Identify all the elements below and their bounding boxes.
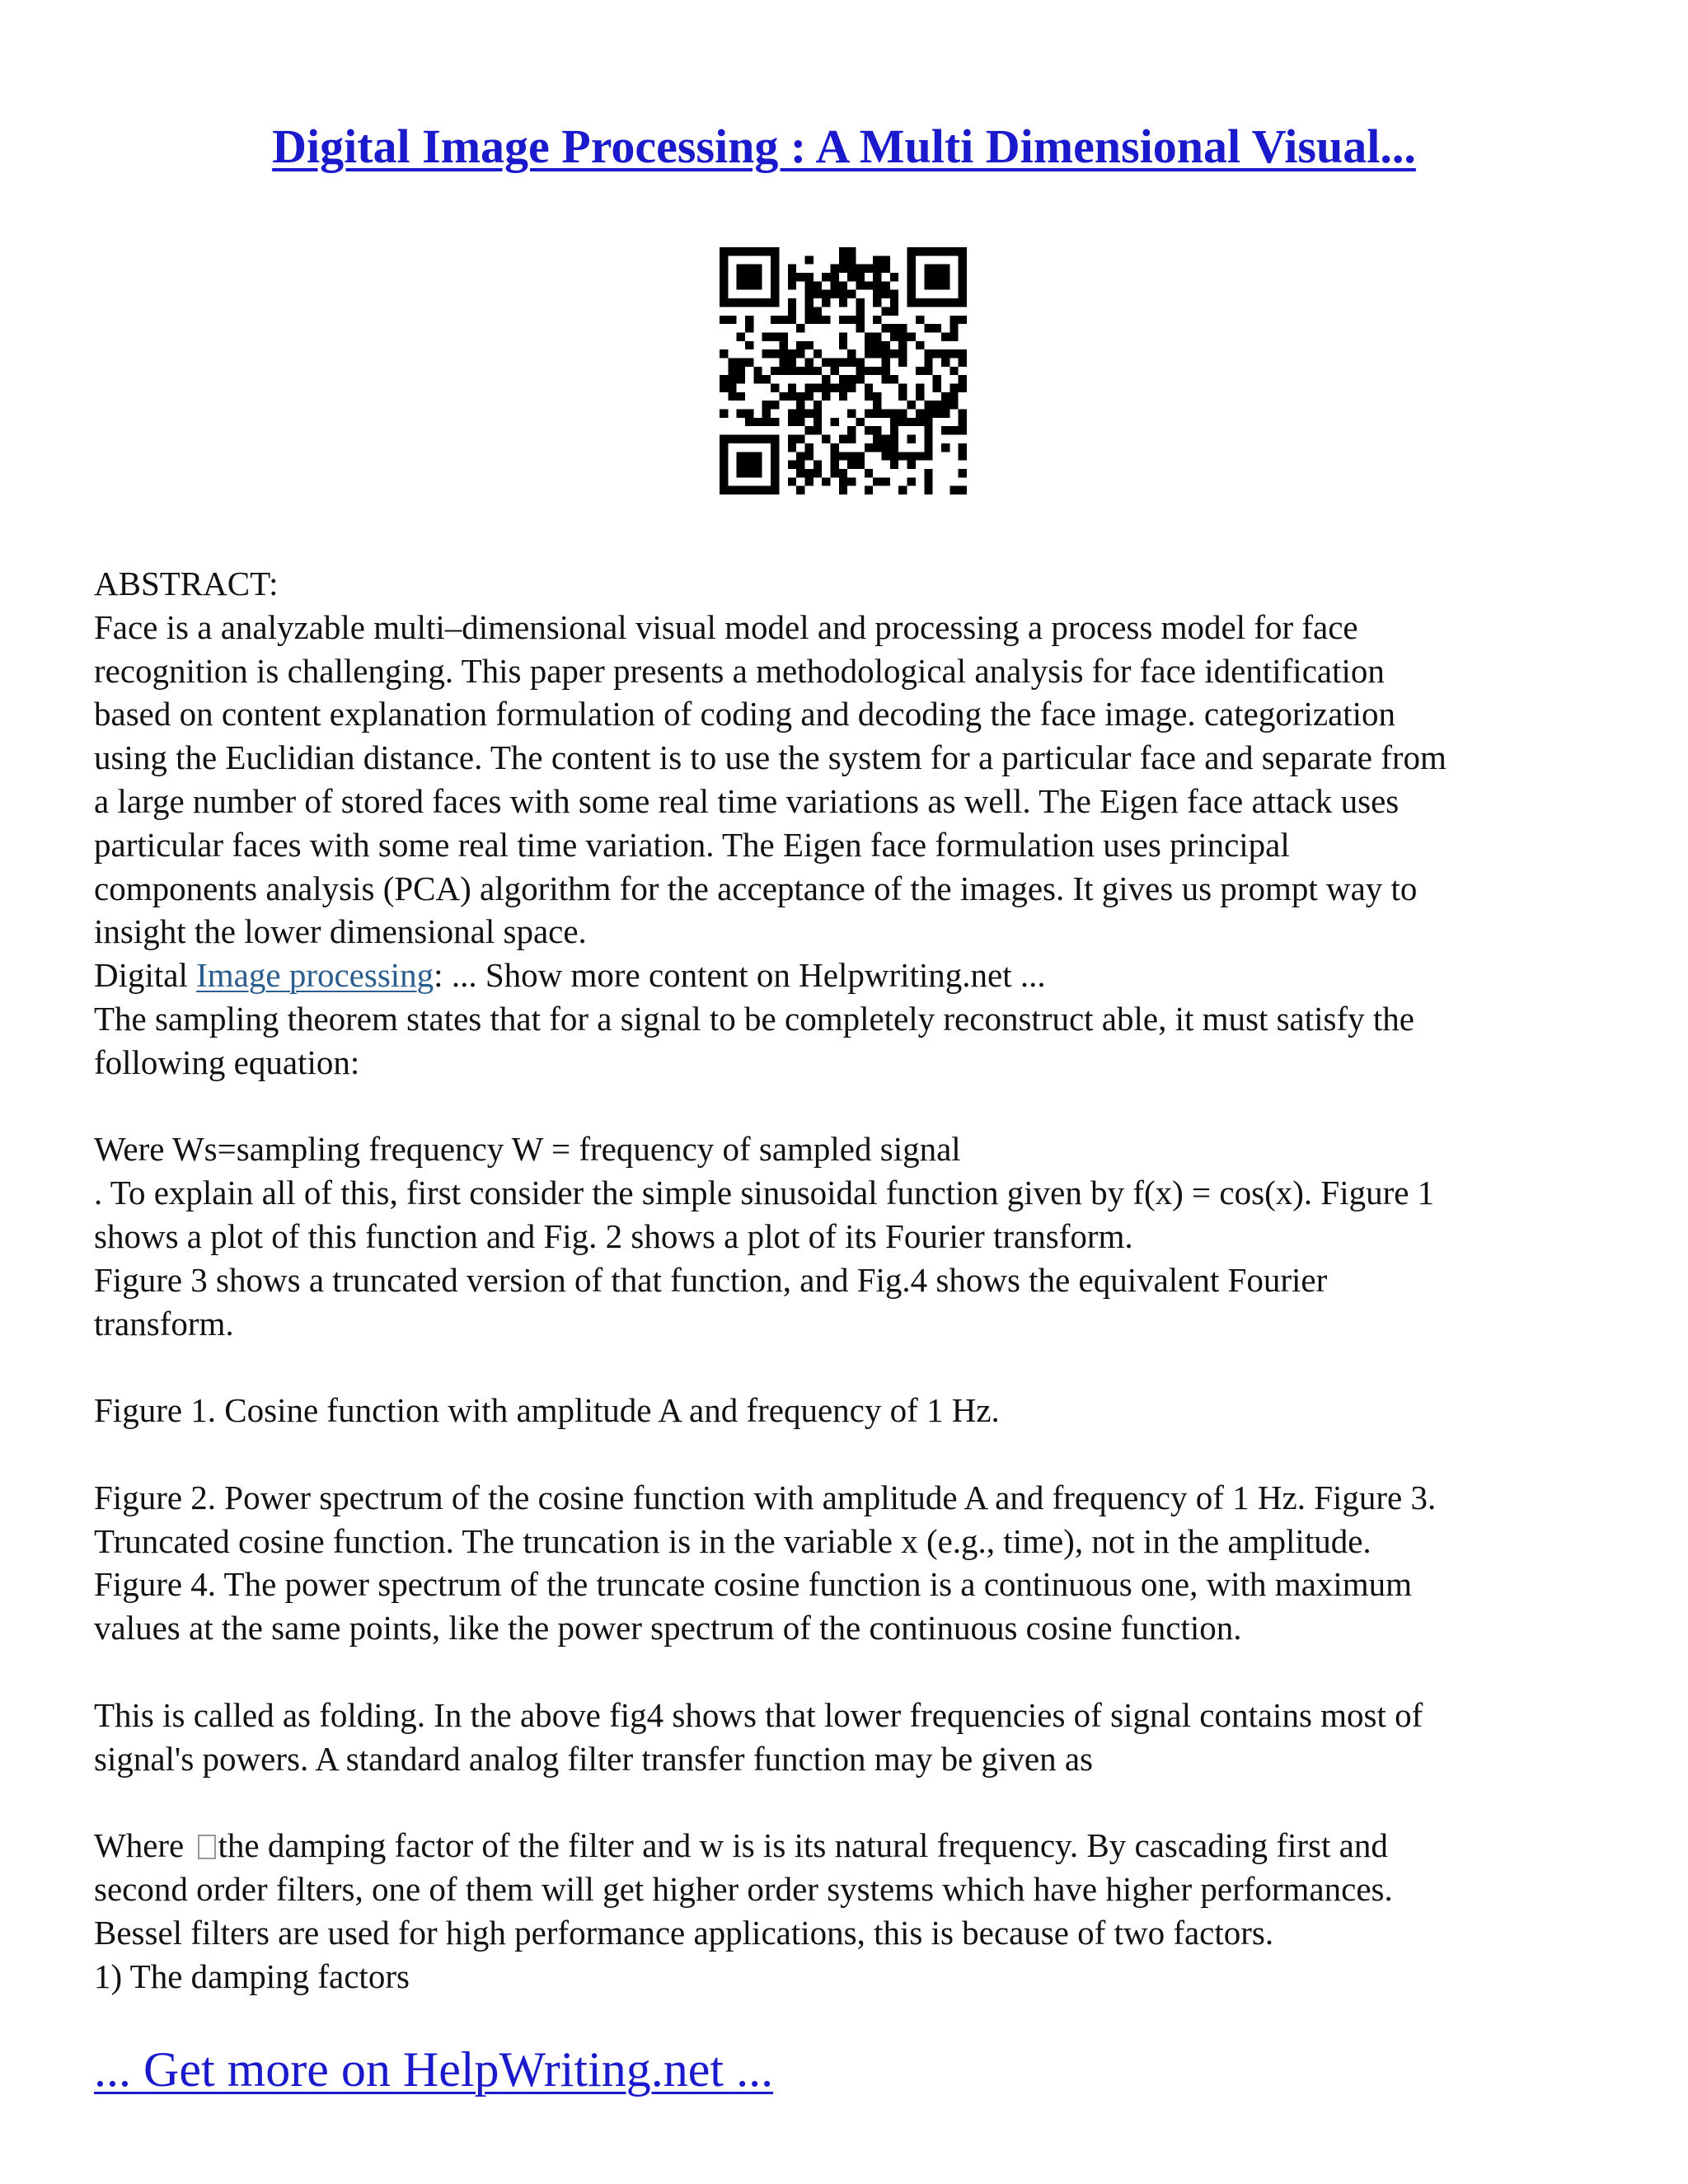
abstract-line: based on content explanation formulation of coding and decoding the face image. categorization [94, 695, 1396, 733]
show-more-text: : ... Show more content on Helpwriting.net ... [434, 956, 1046, 995]
sampling-line: The sampling theorem states that for a signal to be completely reconstruct able, it must satisfy the [94, 999, 1414, 1038]
page-title [0, 114, 1688, 180]
figure2-caption-line: values at the same points, like the power spectrum of the continuous cosine function. [94, 1609, 1242, 1647]
image-processing-link[interactable]: Image processing [196, 956, 434, 995]
get-more-link[interactable]: ... Get more on HelpWriting.net ... [94, 2042, 774, 2097]
digital-line [94, 954, 1602, 997]
abstract-line: using the Euclidian distance. The content is to use the system for a particular face and separate from [94, 738, 1447, 777]
missing-glyph-icon [198, 1835, 216, 1859]
document-body [94, 562, 1602, 1998]
sampling-line: following equation: [94, 1043, 360, 1081]
figure2-caption-line: Truncated cosine function. The truncation is in the variable x (e.g., time), not in the amplitude. [94, 1521, 1372, 1560]
abstract-line: components analysis (PCA) algorithm for the acceptance of the images. It gives us prompt way to [94, 869, 1418, 907]
abstract-heading: ABSTRACT: [94, 565, 279, 602]
abstract-paragraph [94, 606, 1602, 954]
were-line: Were Ws=sampling frequency W = frequency of sampled signal [94, 1130, 961, 1169]
qr-code-icon [720, 247, 967, 494]
folding-line: This is called as folding. In the above fig4 shows that lower frequencies of signal contains most of [94, 1695, 1423, 1734]
explain-line: . To explain all of this, first consider the simple sinusoidal function given by f(x) = cos(x). Figure 1 [94, 1174, 1435, 1212]
abstract-line: a large number of stored faces with some real time variations as well. The Eigen face attack uses [94, 781, 1400, 820]
figure2-caption-line: Figure 4. The power spectrum of the truncate cosine function is a continuous one, with maximum [94, 1565, 1413, 1604]
title-link[interactable]: Digital Image Processing : A Multi Dimensional Visual... [272, 120, 1416, 173]
explain-line: transform. [94, 1304, 234, 1343]
where-rest: the damping factor of the filter and w is is its natural frequency. By cascading first and [218, 1826, 1388, 1865]
filter-line: Bessel filters are used for high performance applications, this is because of two factors. [94, 1913, 1274, 1952]
abstract-line: particular faces with some real time variation. The Eigen face formulation uses principal [94, 825, 1290, 864]
where-line [94, 1824, 1602, 1868]
explain-line: shows a plot of this function and Fig. 2 shows a plot of its Fourier transform. [94, 1216, 1133, 1255]
folding-line: signal's powers. A standard analog filter transfer function may be given as [94, 1739, 1094, 1778]
abstract-line: recognition is challenging. This paper presents a methodological analysis for face identification [94, 651, 1385, 690]
abstract-line: insight the lower dimensional space. [94, 912, 587, 951]
digital-prefix: Digital [94, 956, 197, 995]
explain-line: Figure 3 shows a truncated version of that function, and Fig.4 shows the equivalent Fourier [94, 1260, 1328, 1299]
filter-line: 1) The damping factors [94, 1957, 410, 1995]
figure2-caption-line: Figure 2. Power spectrum of the cosine function with amplitude A and frequency of 1 Hz. Figure 3. [94, 1478, 1437, 1516]
figure1-caption: Figure 1. Cosine function with amplitude A and frequency of 1 Hz. [94, 1391, 1000, 1430]
abstract-line: Face is a analyzable multi–dimensional visual model and processing a process model for face [94, 607, 1358, 646]
where-prefix: Where [94, 1826, 193, 1865]
filter-line: second order filters, one of them will get higher order systems which have higher performances. [94, 1869, 1393, 1908]
